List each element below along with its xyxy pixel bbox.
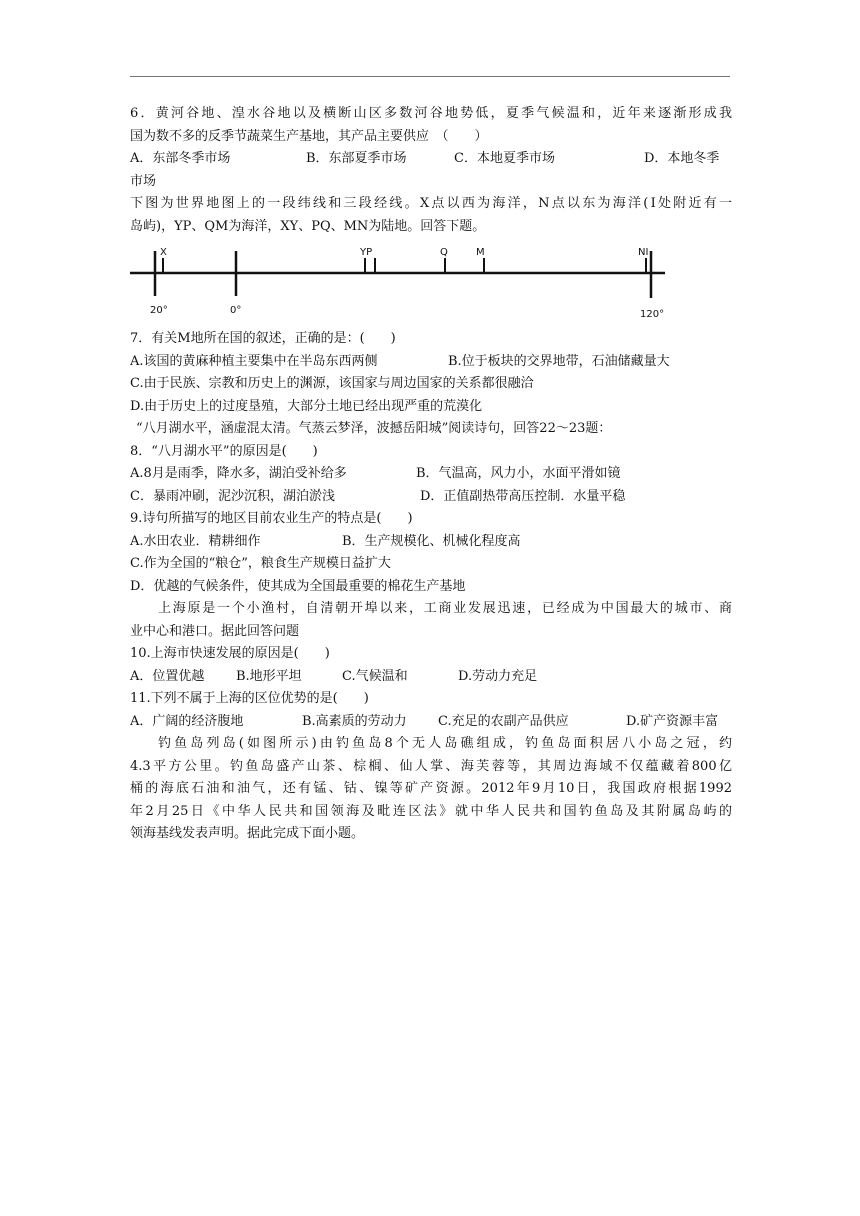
q11-option-c: C.充足的农副产品供应 [438,713,569,729]
q9-options-ab [130,531,732,554]
q11-option-b: B.高素质的劳动力 [302,713,407,729]
q11-stem: 11.下列不属于上海的区位优势的是( ) [130,691,369,706]
header-rule [130,76,730,77]
label-0deg: 0° [230,305,242,316]
diaoyu-line1: 钓鱼岛列岛(如图所示)由钓鱼岛8个无人岛礁组成，钓鱼岛面积居八小岛之冠，约 [158,736,732,751]
q7-option-a: A.该国的黄麻种植主要集中在半岛东西两侧 [130,353,378,369]
label-120deg: 120° [640,309,665,320]
q9-option-b: B．生产规模化、机械化程度高 [342,533,521,549]
diaoyu-line2: 4.3平方公里。钓鱼岛盛产山茶、棕榈、仙人掌、海芙蓉等，其周边海域不仅蕴藏着800亿 [130,758,732,774]
label-x: X [160,247,167,258]
q10-option-b: B.地形平坦 [236,668,302,684]
map-intro-line2: 岛屿)，YP、QM为海洋，XY、PQ、MN为陆地。回答下题。 [130,218,486,234]
q10-stem: 10.上海市快速发展的原因是( ) [130,646,330,661]
shanghai-intro-line1: 上海原是一个小渔村，自清朝开埠以来，工商业发展迅速，已经成为中国最大的城市、商 [158,601,732,616]
q6-option-d-wrap: 市场 [130,173,157,189]
q9-stem: 9.诗句所描写的地区目前农业生产的特点是( ) [130,511,413,526]
label-n-i: NⅠ [638,247,649,258]
q10-options [130,666,732,689]
map-intro-line1: 下图为世界地图上的一段纬线和三段经线。X点以西为海洋，N点以东为海洋(Ⅰ处附近有一 [130,196,732,211]
q6-option-b: B．东部夏季市场 [306,151,407,166]
q6-option-d: D．本地冬季 [644,151,720,166]
diaoyu-line5: 领海基线发表声明。据此完成下面小题。 [130,826,365,841]
q10-option-c: C.气候温和 [342,668,408,684]
q9-option-a: A.水田农业．精耕细作 [130,533,261,549]
shanghai-intro-line2: 业中心和港口。据此回答问题 [130,623,300,639]
q8-option-b: B．气温高，风力小，水面平滑如镜 [416,466,621,481]
label-yp: YP [360,247,373,258]
q9-option-d: D．优越的气候条件，使其成为全国最重要的棉花生产基地 [130,578,466,594]
q6-stem-line2: 国为数不多的反季节蔬菜生产基地，其产品主要供应 （ ） [130,128,488,144]
label-20deg: 20° [150,305,168,316]
q6-options [130,148,732,171]
q8-option-a: A.8月是雨季，降水多，湖泊受补给多 [130,466,347,481]
q7-options-ab [130,351,732,374]
q10-option-a: A．位置优越 [130,668,205,684]
latitude-longitude-diagram [130,242,732,326]
q11-option-d: D.矿产资源丰富 [626,713,719,729]
q6-option-c: C．本地夏季市场 [454,151,555,166]
q8-options-ab [130,463,732,486]
q6-option-a: A．东部冬季市场 [130,151,231,166]
poem-intro: “八月湖水平，涵虚混太清。气蒸云梦泽，波撼岳阳城”阅读诗句，回答22～23题： [136,421,612,436]
q7-option-b: B.位于板块的交界地带，石油储藏量大 [448,353,670,369]
q7-option-d: D.由于历史上的过度垦殖，大部分土地已经出现严重的荒漠化 [130,398,483,414]
q6-stem-line1: 6．黄河谷地、湟水谷地以及横断山区多数河谷地势低，夏季气候温和，近年来逐渐形成我 [130,106,732,121]
q11-option-a: A．广阔的经济腹地 [130,713,244,729]
label-q: Q [440,247,448,258]
q9-option-c: C.作为全国的“粮仓”，粮食生产规模日益扩大 [130,556,391,571]
label-m: M [476,247,485,258]
document-body [130,103,732,846]
diaoyu-line4: 年2月25日《中华人民共和国领海及毗连区法》就中华人民共和国钓鱼岛及其附属岛屿的 [130,803,732,819]
q7-option-c: C.由于民族、宗教和历史上的渊源，该国家与周边国家的关系都很融洽 [130,376,534,391]
q8-options-cd [130,486,732,509]
diaoyu-line3: 桶的海底石油和油气，还有锰、钴、镍等矿产资源。2012年9月10日，我国政府根据1992 [130,781,732,796]
q8-option-c: C．暴雨冲刷，泥沙沉积，湖泊淤浅 [130,488,335,504]
q7-stem: 7．有关M地所在国的叙述，正确的是：( ) [130,331,396,346]
q11-options [130,711,732,734]
q8-stem: 8．“八月湖水平”的原因是( ) [130,443,318,459]
q8-option-d: D．正值副热带高压控制．水量平稳 [420,488,626,504]
q10-option-d: D.劳动力充足 [458,668,538,684]
